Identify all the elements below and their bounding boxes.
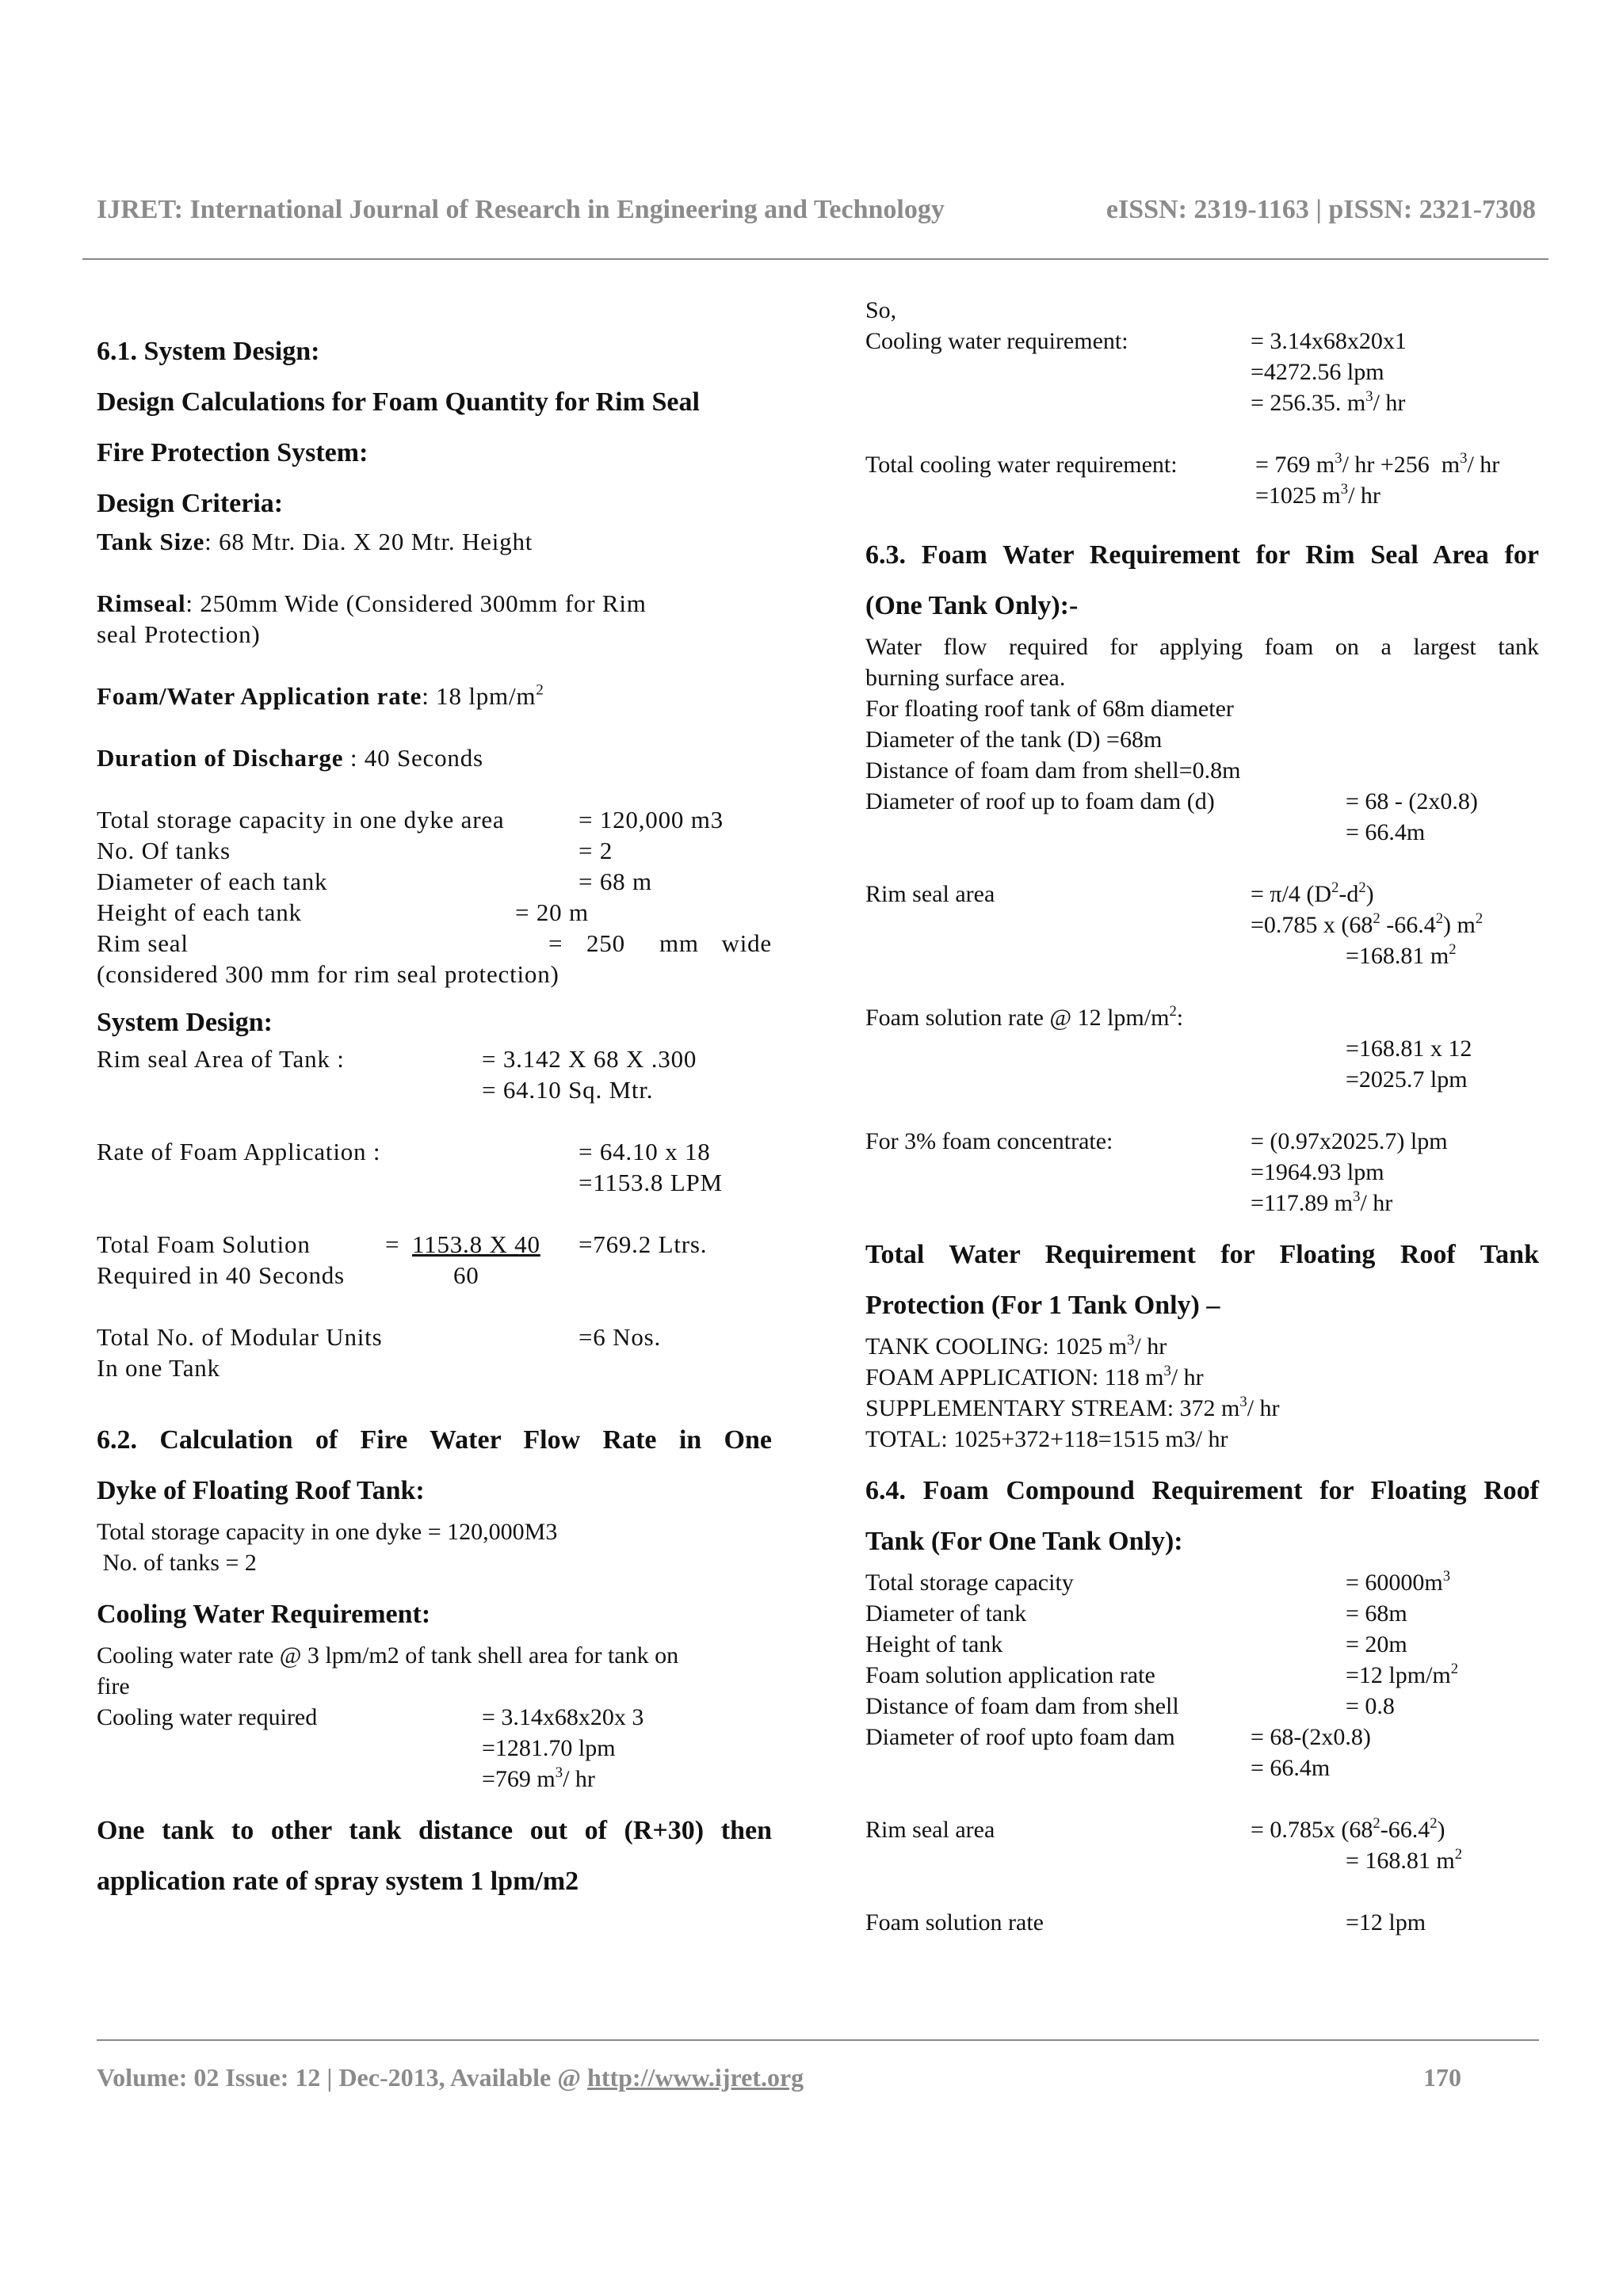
storage-row: No. Of tanks = 2 bbox=[97, 837, 613, 864]
running-header bbox=[97, 195, 1536, 225]
rim-seal-area-2-row: Rim seal area = 0.785x $(68^2-66.4^2)$ bbox=[865, 1814, 1445, 1843]
table-row: Diameter of roof upto foam dam = 68-(2x0.8) bbox=[865, 1724, 1371, 1750]
footer-rule bbox=[97, 2039, 1539, 2041]
cooling-rate-l2: fire bbox=[97, 1673, 130, 1699]
cooling-req-calc: Cooling water required = 3.14x68x20x 3 =1281.70 lpm =769 $m^3/$ hr bbox=[97, 1704, 644, 1792]
running-footer bbox=[97, 2063, 1468, 2092]
tank-size: Tank Size: 68 Mtr. Dia. X 20 Mtr. Height bbox=[97, 528, 533, 555]
journal-link[interactable]: http://www.ijret.org bbox=[587, 2063, 804, 2092]
page-number: 170 bbox=[1423, 2063, 1461, 2092]
storage-row: Diameter of each tank = 68 m bbox=[97, 868, 652, 895]
table-row: Total storage capacity = $60000m^3$ bbox=[865, 1567, 1451, 1596]
total-water-heading-2: Protection (For 1 Tank Only) – bbox=[865, 1291, 1220, 1320]
section-6-2-title-1: 6.2. Calculation of Fire Water Flow Rate in One bbox=[97, 1425, 772, 1455]
total-water-heading-1: Total Water Requirement for Floating Roof Tank bbox=[865, 1240, 1539, 1269]
spray-heading-2: application rate of spray system 1 lpm/m2 bbox=[97, 1867, 579, 1896]
cooling-rate-l1: Cooling water rate @ 3 lpm/m2 of tank shell area for tank on bbox=[97, 1642, 679, 1669]
total-line: TOTAL: 1025+372+118=1515 m3/ hr bbox=[865, 1426, 1228, 1452]
dyke-tanks: No. of tanks = 2 bbox=[97, 1550, 257, 1576]
table-row: Diameter of tank = 68m bbox=[865, 1600, 1407, 1627]
system-design-heading: System Design: bbox=[97, 1008, 273, 1037]
design-calc-heading-2: Fire Protection System: bbox=[97, 438, 369, 467]
section-6-4-title-1: 6.4. Foam Compound Requirement for Floating Roof bbox=[865, 1476, 1539, 1505]
section-6-3-title-2: (One Tank Only):- bbox=[865, 591, 1079, 620]
design-criteria-heading: Design Criteria: bbox=[97, 489, 284, 518]
water-flow-l1: Water flow required for applying foam on a largest tank bbox=[865, 634, 1539, 660]
section-6-1-title: 6.1. System Design: bbox=[97, 337, 320, 366]
foam-solution-rate-row: Foam solution rate @ 12 lpm/$m^2$: bbox=[865, 1002, 1184, 1031]
dyke-capacity: Total storage capacity in one dyke = 120,000M3 bbox=[97, 1519, 558, 1545]
journal-title: IJRET: International Journal of Research in Engineering and Technology bbox=[97, 195, 945, 224]
storage-table bbox=[97, 804, 772, 990]
water-flow-l5: Distance of foam dam from shell=0.8m bbox=[865, 757, 1241, 784]
rimseal: Rimseal: 250mm Wide (Considered 300mm for Rim bbox=[97, 589, 647, 617]
table-row: Foam solution application rate =12 lpm/$m^2$ bbox=[865, 1660, 1459, 1688]
foam-rate: Foam/Water Application rate: 18 lpm/$m^2$ bbox=[97, 681, 544, 710]
water-flow-l2: burning surface area. bbox=[865, 665, 1066, 691]
rim-seal-area-row: Rim seal area = π/4 $(D^2-d^2)$ bbox=[865, 879, 1374, 907]
section-6-2-title-2: Dyke of Floating Roof Tank: bbox=[97, 1476, 425, 1505]
duration: Duration of Discharge : 40 Seconds bbox=[97, 744, 483, 772]
foam-compound-table: Total storage capacity = $60000m^3$ Diameter of tank = 68m Height of tank = 20m Foam solution application rate =12 lpm/$m^2$ Distance of foam dam from shell = 0.8 Diameter of roof upto foam dam = 68-(2x0.8) = 66.4m bbox=[865, 1567, 1539, 1783]
spray-heading-1: One tank to other tank distance out of (R+30) then bbox=[97, 1816, 772, 1845]
table-row: Height of tank = 20m bbox=[865, 1631, 1407, 1657]
storage-row: Height of each tank = 20 m bbox=[97, 898, 589, 926]
issn: eISSN: 2319-1163 | pISSN: 2321-7308 bbox=[1106, 195, 1536, 224]
rim-area-calc: Rim seal Area of Tank : = 3.142 X 68 X .300 = 64.10 Sq. Mtr. Rate of Foam Application : = 64.10 x 18 =1153.8 LPM Total Foam Solution = 1153.8 X 40 =769.2 Ltrs. Required in 40 Seconds 60 Total No. of Modular Units =6 Nos. In one Tank bbox=[97, 1043, 772, 1383]
cooling-water-heading: Cooling Water Requirement: bbox=[97, 1600, 431, 1629]
right-column: So, Cooling water requirement: = 3.14x68x20x1 =4272.56 lpm = 256.35. $m^3/$ hr Total cooling water requirement: = 769 $m^3/$ hr +256 $m^3/$ hr =1025 $m^3/$ hr 6.3. Foam Water Requirement for Rim Seal Area for (One Tank Only):- Water flow required for applying foam on a largest tank burning surface area. For floating roof tank of 68m diameter Diameter of the tank (D) =68m Distance of foam dam from shell=0.8m Diameter of roof up to foam dam (d) = 68 - (2x0.8) = 66.4m Rim seal area = π/4 $(D^2-d^2)$ =0.785 x ($68^2$ -66.4$^2$) $m^2$ =168.81 $m^2$ Foam solution rate @ 12 lpm/$m^2$: =168.81 x 12 =2025.7 lpm For 3% foam concentrate: = (0.97x2025.7) lpm =1964.93 lpm =117.89 $m^3/$ hr Total Water Requirement for Floating Roof Tank Protection (For 1 Tank Only) – TANK COOLING: 1025 $m^3/$ hr FOAM APPLICATION: 118 $m^3/$ hr SUPPLEMENTARY STREAM: 372 $m^3/$ hr TOTAL: 1025+372+118=1515 m3/ hr 6.4. Foam Compound Requirement for Floating Roof Tank (For One Tank Only): Total storage capacity = $60000m^3$ Diameter of tank = 68m Height of tank = 20m Foam solution application rate =12 lpm/$m^2$ Distance of foam dam from shell = 0.8 Diameter of roof upto foam dam = 68-(2x0.8) = 66.4m Rim seal area = 0.785x $(68^2-66.4^2)$ = 168.81 $m^2$ Foam solution rate =12 lpm bbox=[865, 295, 1539, 1938]
foam-application: FOAM APPLICATION: 118 $m^3/$ hr bbox=[865, 1362, 1204, 1390]
so-text: So, bbox=[865, 297, 897, 323]
total-foam-row: Total Foam Solution = 1153.8 X 40 =769.2 Ltrs. bbox=[97, 1230, 708, 1258]
design-calc-heading-1: Design Calculations for Foam Quantity for Rim Seal bbox=[97, 387, 700, 417]
water-flow-l4: Diameter of the tank (D) =68m bbox=[865, 727, 1163, 753]
rim-seal-row: Rim seal = 250 mm wide bbox=[97, 929, 772, 957]
foam-solution-rate-2-row: Foam solution rate =12 lpm bbox=[865, 1909, 1426, 1936]
water-flow-l3: For floating roof tank of 68m diameter bbox=[865, 696, 1234, 722]
supplementary-stream: SUPPLEMENTARY STREAM: 372 $m^3/$ hr bbox=[865, 1393, 1280, 1421]
section-6-4-title-2: Tank (For One Tank Only): bbox=[865, 1527, 1183, 1556]
table-row: Distance of foam dam from shell = 0.8 bbox=[865, 1693, 1395, 1719]
left-column bbox=[97, 326, 772, 1907]
volume-text: Volume: 02 Issue: 12 | Dec-2013, Available @ bbox=[97, 2063, 588, 2092]
rim-seal-note: (considered 300 mm for rim seal protection) bbox=[97, 960, 559, 988]
storage-row: Total storage capacity in one dyke area = 120,000 m3 bbox=[97, 806, 724, 833]
tank-cooling: TANK COOLING: 1025 $m^3/$ hr bbox=[865, 1331, 1167, 1360]
total-cooling-row: Total cooling water requirement: = 769 $m^3/$ hr +256 $m^3/$ hr bbox=[865, 449, 1500, 478]
header-rule bbox=[82, 258, 1549, 260]
rimseal-line2: seal Protection) bbox=[97, 620, 261, 648]
section-6-3-title-1: 6.3. Foam Water Requirement for Rim Seal Area for bbox=[865, 540, 1539, 570]
